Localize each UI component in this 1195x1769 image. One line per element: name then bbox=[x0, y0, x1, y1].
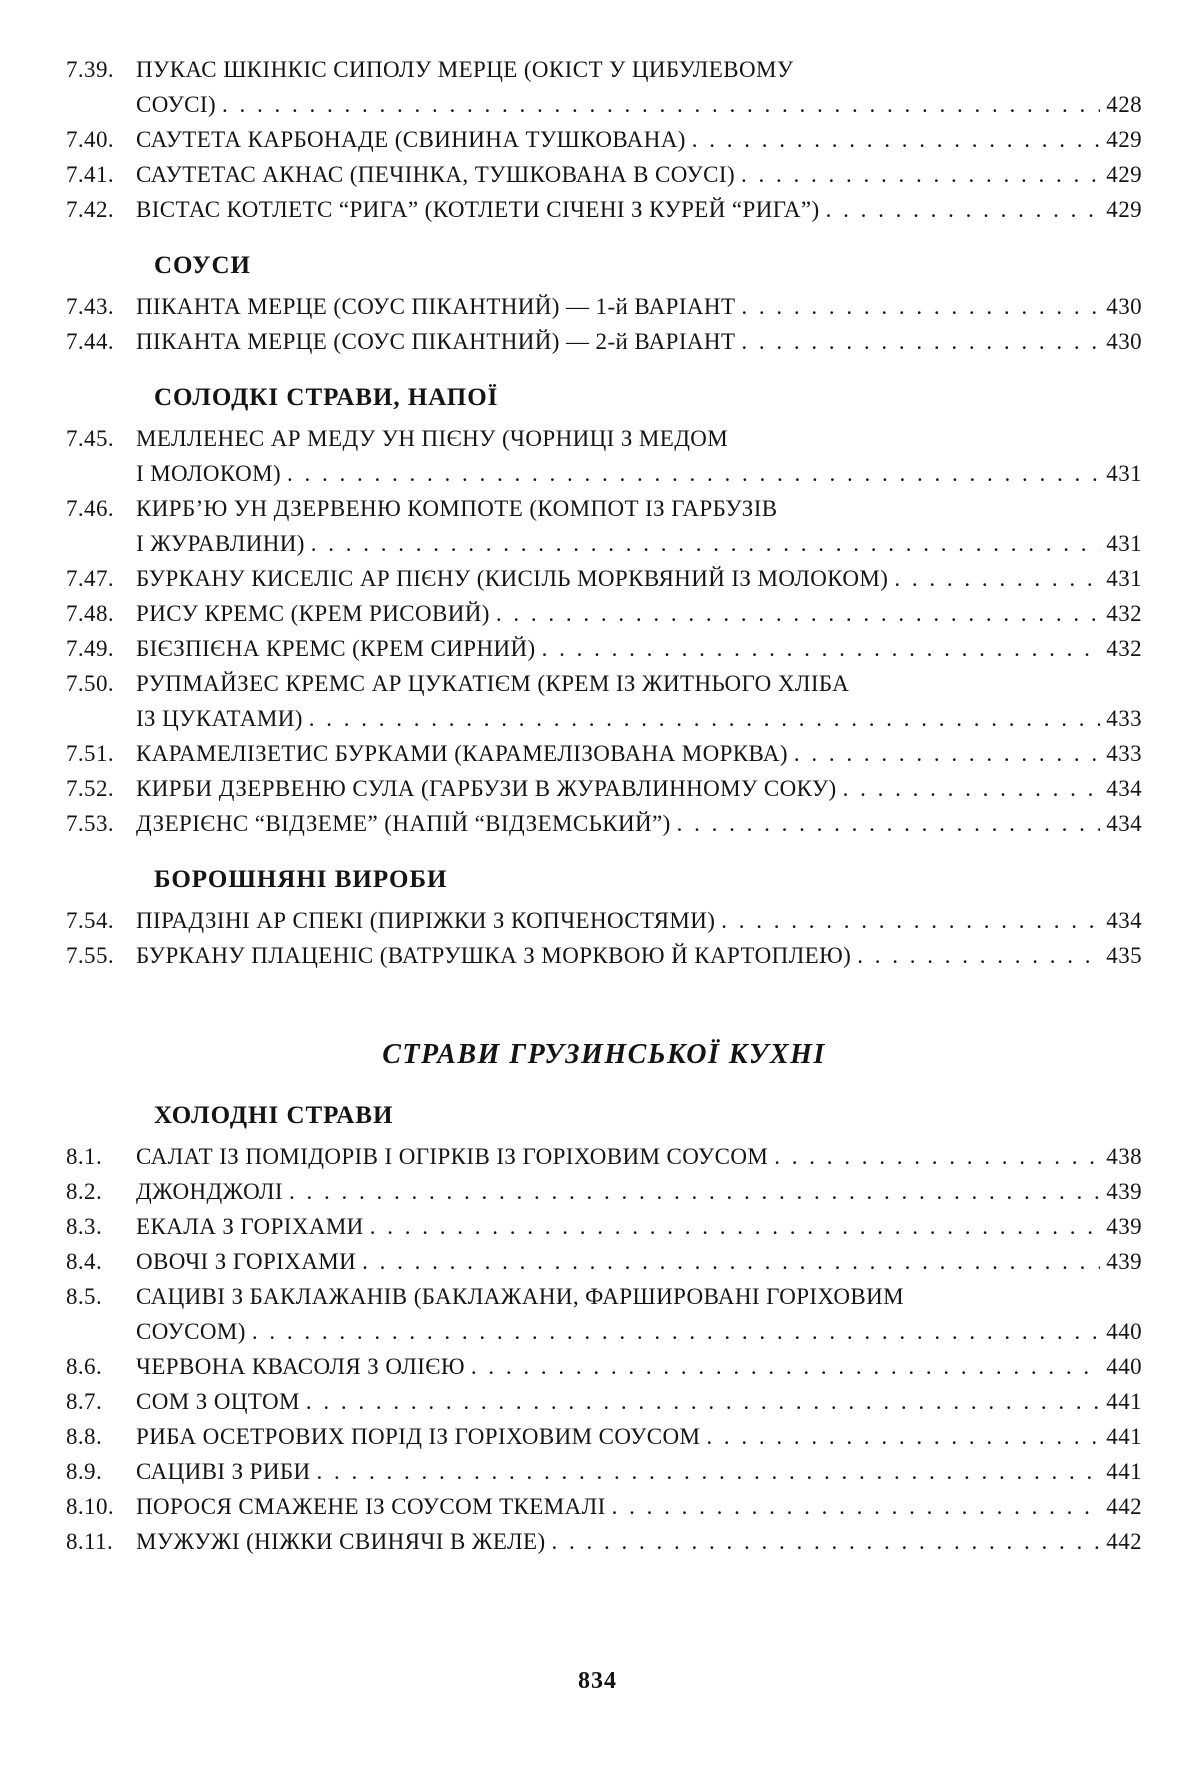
entry-number: 7.40. bbox=[66, 127, 114, 152]
toc-entry bbox=[66, 52, 1142, 122]
toc-entry bbox=[66, 491, 1142, 561]
dot-leader bbox=[794, 736, 1100, 771]
entry-body bbox=[136, 157, 1142, 192]
dot-leader bbox=[289, 1174, 1100, 1209]
dot-leader bbox=[741, 289, 1100, 324]
entry-number: 7.45. bbox=[66, 426, 114, 451]
entry-page: 431 bbox=[1106, 566, 1142, 591]
dot-leader bbox=[741, 157, 1100, 192]
toc-entry bbox=[66, 324, 1142, 359]
entry-page: 440 bbox=[1106, 1354, 1142, 1379]
entry-line bbox=[136, 1384, 1142, 1419]
entry-number: 7.49. bbox=[66, 636, 114, 661]
entry-number: 7.47. bbox=[66, 566, 114, 591]
entry-page: 431 bbox=[1106, 531, 1142, 556]
dot-leader bbox=[894, 561, 1100, 596]
dot-leader bbox=[542, 631, 1101, 666]
entry-page: 438 bbox=[1106, 1144, 1142, 1169]
toc-entry bbox=[66, 1454, 1142, 1489]
entry-line bbox=[136, 491, 1142, 526]
entry-page: 429 bbox=[1106, 162, 1142, 187]
entry-page: 430 bbox=[1106, 294, 1142, 319]
entry-number: 8.9. bbox=[66, 1459, 103, 1484]
entry-number: 7.55. bbox=[66, 943, 114, 968]
entry-line bbox=[136, 903, 1142, 938]
entry-title: БУРКАНУ ПЛАЦЕНІС (ВАТРУШКА З МОРКВОЮ Й КАРТОПЛЕЮ) bbox=[136, 943, 852, 968]
entry-number: 7.53. bbox=[66, 811, 114, 836]
entry-body bbox=[136, 596, 1142, 631]
entry-title: СОУСІ) bbox=[136, 92, 217, 117]
entry-line bbox=[136, 1244, 1142, 1279]
entry-title: СОУСОМ) bbox=[136, 1319, 246, 1344]
entry-title: САЦИВІ З РИБИ bbox=[136, 1459, 311, 1484]
entry-page: 439 bbox=[1106, 1214, 1142, 1239]
entry-line bbox=[136, 701, 1142, 736]
chapter-heading: СТРАВИ ГРУЗИНСЬКОЇ КУХНІ bbox=[382, 1039, 826, 1070]
entry-title: ПІКАНТА МЕРЦЕ (СОУС ПІКАНТНИЙ) — 1-й ВАРІАНТ bbox=[136, 294, 736, 319]
dot-leader bbox=[774, 1139, 1100, 1174]
entry-body bbox=[136, 1384, 1142, 1419]
dot-leader bbox=[311, 526, 1101, 561]
section-heading: СОУСИ bbox=[154, 252, 251, 279]
dot-leader bbox=[222, 87, 1100, 122]
entry-body bbox=[136, 806, 1142, 841]
entry-body bbox=[136, 192, 1142, 227]
entry-body bbox=[136, 1139, 1142, 1174]
toc-entry bbox=[66, 1279, 1142, 1349]
entry-line bbox=[136, 1349, 1142, 1384]
entry-line bbox=[136, 526, 1142, 561]
toc-entry bbox=[66, 1384, 1142, 1419]
entry-title: ОВОЧІ З ГОРІХАМИ bbox=[136, 1249, 357, 1274]
entry-line bbox=[136, 52, 1142, 87]
page-number: 834 bbox=[578, 1668, 617, 1694]
entry-number: 7.54. bbox=[66, 908, 114, 933]
dot-leader bbox=[496, 596, 1100, 631]
entry-line bbox=[136, 1524, 1142, 1559]
entry-title: ПІКАНТА МЕРЦЕ (СОУС ПІКАНТНИЙ) — 2-й ВАРІАНТ bbox=[136, 329, 736, 354]
entry-number: 8.5. bbox=[66, 1284, 103, 1309]
entry-body bbox=[136, 1419, 1142, 1454]
dot-leader bbox=[741, 324, 1100, 359]
entry-number: 7.41. bbox=[66, 162, 114, 187]
entry-title: ІЗ ЦУКАТАМИ) bbox=[136, 706, 303, 731]
entry-page: 434 bbox=[1106, 811, 1142, 836]
dot-leader bbox=[309, 701, 1101, 736]
entry-page: 441 bbox=[1106, 1459, 1142, 1484]
entry-number: 7.43. bbox=[66, 294, 114, 319]
entry-line bbox=[136, 157, 1142, 192]
dot-leader bbox=[692, 122, 1101, 157]
entry-number: 7.39. bbox=[66, 57, 114, 82]
entry-page: 442 bbox=[1106, 1494, 1142, 1519]
toc-entry bbox=[66, 736, 1142, 771]
entry-page: 442 bbox=[1106, 1529, 1142, 1554]
entry-title: ПОРОСЯ СМАЖЕНЕ ІЗ СОУСОМ ТКЕМАЛІ bbox=[136, 1494, 606, 1519]
entry-number: 8.6. bbox=[66, 1354, 103, 1379]
dot-leader bbox=[857, 938, 1100, 973]
entry-page: 429 bbox=[1106, 127, 1142, 152]
entry-title: МЕЛЛЕНЕС АР МЕДУ УН ПІЄНУ (ЧОРНИЦІ З МЕДОМ bbox=[136, 426, 729, 451]
entry-line bbox=[136, 1139, 1142, 1174]
entry-body bbox=[136, 666, 1142, 736]
entry-title: САУТЕТА КАРБОНАДЕ (СВИНИНА ТУШКОВАНА) bbox=[136, 127, 686, 152]
entry-title: САЛАТ ІЗ ПОМІДОРІВ І ОГІРКІВ ІЗ ГОРІХОВИМ СОУСОМ bbox=[136, 1144, 769, 1169]
entry-body bbox=[136, 1279, 1142, 1349]
entry-number: 8.7. bbox=[66, 1389, 103, 1414]
entry-line bbox=[136, 736, 1142, 771]
entry-page: 428 bbox=[1106, 92, 1142, 117]
entry-body bbox=[136, 1349, 1142, 1384]
toc-entry bbox=[66, 1139, 1142, 1174]
dot-leader bbox=[612, 1489, 1101, 1524]
entry-body bbox=[136, 289, 1142, 324]
entry-body bbox=[136, 1209, 1142, 1244]
entry-line bbox=[136, 561, 1142, 596]
dot-leader bbox=[471, 1349, 1100, 1384]
dot-leader bbox=[706, 1419, 1100, 1454]
entry-body bbox=[136, 903, 1142, 938]
entry-title: РИБА ОСЕТРОВИХ ПОРІД ІЗ ГОРІХОВИМ СОУСОМ bbox=[136, 1424, 701, 1449]
entry-number: 7.50. bbox=[66, 671, 114, 696]
entry-line bbox=[136, 1314, 1142, 1349]
entry-title: І ЖУРАВЛИНИ) bbox=[136, 531, 305, 556]
entry-page: 440 bbox=[1106, 1319, 1142, 1344]
entry-title: БІЄЗПІЄНА КРЕМС (КРЕМ СИРНИЙ) bbox=[136, 636, 536, 661]
entry-title: КАРАМЕЛІЗЕТИС БУРКАМИ (КАРАМЕЛІЗОВАНА МОРКВА) bbox=[136, 741, 788, 766]
entry-line bbox=[136, 456, 1142, 491]
entry-title: ДЖОНДЖОЛІ bbox=[136, 1179, 283, 1204]
entry-line bbox=[136, 1489, 1142, 1524]
entry-title: ВІСТАС КОТЛЕТС “РИГА” (КОТЛЕТИ СІЧЕНІ З КУРЕЙ “РИГА”) bbox=[136, 197, 820, 222]
entry-line bbox=[136, 1174, 1142, 1209]
entry-number: 8.11. bbox=[66, 1529, 114, 1554]
entry-page: 433 bbox=[1106, 706, 1142, 731]
toc-entry bbox=[66, 1244, 1142, 1279]
entry-title: ДЗЕРІЄНС “ВІДЗЕМЕ” (НАПІЙ “ВІДЗЕМСЬКИЙ”) bbox=[136, 811, 671, 836]
entry-page: 429 bbox=[1106, 197, 1142, 222]
entry-number: 8.2. bbox=[66, 1179, 103, 1204]
entry-body bbox=[136, 1244, 1142, 1279]
toc-entry bbox=[66, 806, 1142, 841]
toc-entry bbox=[66, 289, 1142, 324]
toc-entry bbox=[66, 666, 1142, 736]
entry-page: 431 bbox=[1106, 461, 1142, 486]
toc-entry bbox=[66, 192, 1142, 227]
entry-body bbox=[136, 324, 1142, 359]
dot-leader bbox=[287, 456, 1100, 491]
table-of-contents bbox=[66, 52, 1142, 1559]
entry-page: 439 bbox=[1106, 1179, 1142, 1204]
toc-entry bbox=[66, 421, 1142, 491]
entry-line bbox=[136, 806, 1142, 841]
entry-title: ЕКАЛА З ГОРІХАМИ bbox=[136, 1214, 364, 1239]
entry-page: 432 bbox=[1106, 636, 1142, 661]
toc-entry bbox=[66, 1489, 1142, 1524]
dot-leader bbox=[552, 1524, 1101, 1559]
toc-entry bbox=[66, 1349, 1142, 1384]
entry-body bbox=[136, 52, 1142, 122]
toc-entry bbox=[66, 122, 1142, 157]
entry-title: МУЖУЖІ (НІЖКИ СВИНЯЧІ В ЖЕЛЕ) bbox=[136, 1529, 546, 1554]
section-heading: ХОЛОДНІ СТРАВИ bbox=[154, 1102, 394, 1129]
entry-body bbox=[136, 561, 1142, 596]
entry-body bbox=[136, 631, 1142, 666]
entry-line bbox=[136, 1419, 1142, 1454]
entry-page: 432 bbox=[1106, 601, 1142, 626]
entry-number: 7.52. bbox=[66, 776, 114, 801]
entry-page: 441 bbox=[1106, 1424, 1142, 1449]
entry-page: 441 bbox=[1106, 1389, 1142, 1414]
entry-title: ПІРАДЗІНІ АР СПЕКІ (ПИРІЖКИ З КОПЧЕНОСТЯМИ) bbox=[136, 908, 716, 933]
entry-body bbox=[136, 122, 1142, 157]
entry-page: 439 bbox=[1106, 1249, 1142, 1274]
toc-entry bbox=[66, 596, 1142, 631]
toc-entry bbox=[66, 631, 1142, 666]
toc-entry bbox=[66, 903, 1142, 938]
entry-title: БУРКАНУ КИСЕЛІС АР ПІЄНУ (КИСІЛЬ МОРКВЯНИЙ ІЗ МОЛОКОМ) bbox=[136, 566, 889, 591]
entry-line bbox=[136, 192, 1142, 227]
entry-line bbox=[136, 87, 1142, 122]
entry-page: 434 bbox=[1106, 776, 1142, 801]
entry-title: СОМ З ОЦТОМ bbox=[136, 1389, 300, 1414]
dot-leader bbox=[252, 1314, 1100, 1349]
dot-leader bbox=[370, 1209, 1101, 1244]
dot-leader bbox=[721, 903, 1100, 938]
toc-entry bbox=[66, 771, 1142, 806]
entry-number: 8.3. bbox=[66, 1214, 103, 1239]
entry-line bbox=[136, 938, 1142, 973]
entry-number: 8.1. bbox=[66, 1144, 103, 1169]
entry-number: 7.48. bbox=[66, 601, 114, 626]
entry-body bbox=[136, 491, 1142, 561]
entry-line bbox=[136, 324, 1142, 359]
entry-page: 435 bbox=[1106, 943, 1142, 968]
entry-number: 7.46. bbox=[66, 496, 114, 521]
dot-leader bbox=[362, 1244, 1100, 1279]
section-heading: БОРОШНЯНІ ВИРОБИ bbox=[154, 866, 448, 893]
toc-entry bbox=[66, 1209, 1142, 1244]
entry-body bbox=[136, 421, 1142, 491]
entry-line bbox=[136, 1209, 1142, 1244]
toc-entry bbox=[66, 1524, 1142, 1559]
entry-body bbox=[136, 771, 1142, 806]
entry-title: КИРБ’Ю УН ДЗЕРВЕНЮ КОМПОТЕ (КОМПОТ ІЗ ГАРБУЗІВ bbox=[136, 496, 778, 521]
entry-line bbox=[136, 289, 1142, 324]
entry-line bbox=[136, 1454, 1142, 1489]
entry-number: 8.10. bbox=[66, 1494, 114, 1519]
entry-number: 7.42. bbox=[66, 197, 114, 222]
entry-body bbox=[136, 1174, 1142, 1209]
entry-title: РИСУ КРЕМС (КРЕМ РИСОВИЙ) bbox=[136, 601, 490, 626]
entry-title: ПУКАС ШКІНКІС СИПОЛУ МЕРЦЕ (ОКІСТ У ЦИБУЛЕВОМУ bbox=[136, 57, 794, 82]
entry-number: 8.8. bbox=[66, 1424, 103, 1449]
dot-leader bbox=[677, 806, 1101, 841]
entry-title: САЦИВІ З БАКЛАЖАНІВ (БАКЛАЖАНИ, ФАРШИРОВАНІ ГОРІХОВИМ bbox=[136, 1284, 904, 1309]
section-heading: СОЛОДКІ СТРАВИ, НАПОЇ bbox=[154, 384, 499, 411]
entry-body bbox=[136, 1524, 1142, 1559]
entry-title: КИРБИ ДЗЕРВЕНЮ СУЛА (ГАРБУЗИ В ЖУРАВЛИННОМУ СОКУ) bbox=[136, 776, 837, 801]
entry-line bbox=[136, 631, 1142, 666]
toc-entry bbox=[66, 1174, 1142, 1209]
entry-line bbox=[136, 666, 1142, 701]
entry-line bbox=[136, 1279, 1142, 1314]
entry-number: 7.44. bbox=[66, 329, 114, 354]
entry-body bbox=[136, 1454, 1142, 1489]
dot-leader bbox=[843, 771, 1101, 806]
entry-title: РУПМАЙЗЕС КРЕМС АР ЦУКАТІЄМ (КРЕМ ІЗ ЖИТНЬОГО ХЛІБА bbox=[136, 671, 850, 696]
dot-leader bbox=[306, 1384, 1100, 1419]
toc-entry bbox=[66, 938, 1142, 973]
dot-leader bbox=[826, 192, 1101, 227]
entry-title: І МОЛОКОМ) bbox=[136, 461, 282, 486]
entry-title: ЧЕРВОНА КВАСОЛЯ З ОЛІЄЮ bbox=[136, 1354, 465, 1379]
toc-entry bbox=[66, 561, 1142, 596]
toc-entry bbox=[66, 1419, 1142, 1454]
entry-line bbox=[136, 596, 1142, 631]
entry-body bbox=[136, 938, 1142, 973]
entry-number: 7.51. bbox=[66, 741, 114, 766]
entry-body bbox=[136, 736, 1142, 771]
entry-page: 434 bbox=[1106, 908, 1142, 933]
entry-page: 433 bbox=[1106, 741, 1142, 766]
entry-page: 430 bbox=[1106, 329, 1142, 354]
entry-line bbox=[136, 771, 1142, 806]
entry-line bbox=[136, 421, 1142, 456]
entry-body bbox=[136, 1489, 1142, 1524]
entry-line bbox=[136, 122, 1142, 157]
entry-number: 8.4. bbox=[66, 1249, 103, 1274]
entry-title: САУТЕТАС АКНАС (ПЕЧІНКА, ТУШКОВАНА В СОУСІ) bbox=[136, 162, 736, 187]
dot-leader bbox=[316, 1454, 1100, 1489]
toc-entry bbox=[66, 157, 1142, 192]
